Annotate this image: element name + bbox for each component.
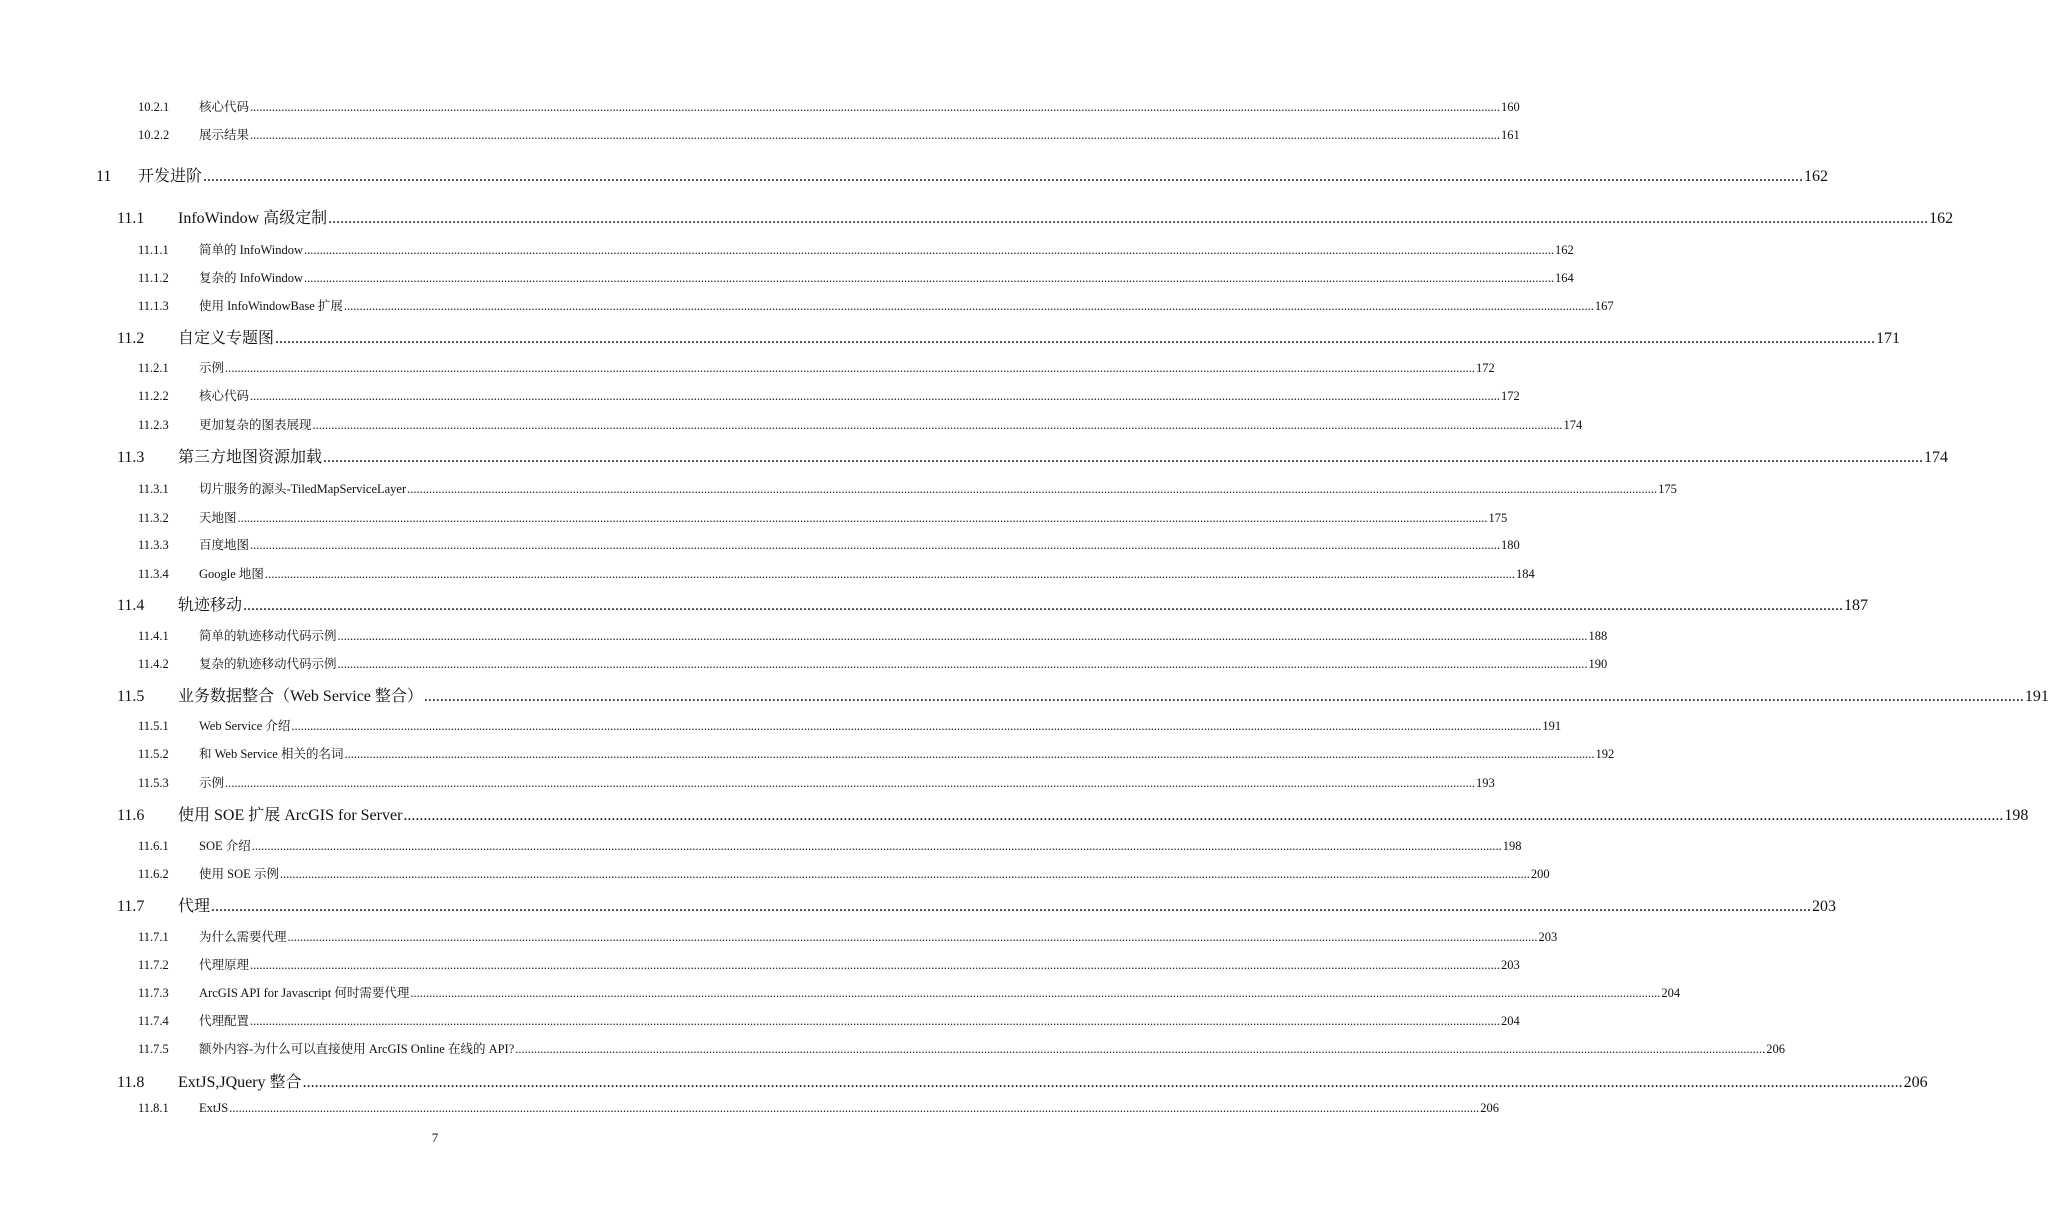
toc-leader-dots: ................................................................................................................................................................................................................................................................................................................................................................................................................: [337, 657, 1588, 671]
toc-leader-dots: ................................................................................................................................................................................................................................................................................................................................................................................................................: [410, 986, 1661, 1000]
toc-entry-level3: [138, 358, 1495, 376]
toc-entry-level2: [117, 592, 1869, 615]
toc-entry-number: 11.2.3: [138, 418, 169, 432]
toc-leader-dots: ................................................................................................................................................................................................................................................................................................................................................................................................................: [250, 128, 1501, 142]
toc-entry-number: 11.1.3: [138, 299, 169, 313]
toc-entry-page: 203: [1812, 898, 1837, 915]
toc-entry-level3: [138, 654, 1608, 672]
toc-entry-title: ArcGIS API for Javascript 何时需要代理: [199, 986, 410, 1000]
toc-entry-number: 11.4: [117, 597, 145, 614]
toc-entry-title: 使用 InfoWindowBase 扩展: [199, 299, 343, 313]
toc-entry-level3: [138, 564, 1535, 582]
toc-entry-page: 198: [2004, 807, 2029, 824]
toc-leader-dots: ................................................................................................................................................................................................................................................................................................................................................................................................................: [243, 597, 1844, 614]
toc-entry-level2: [117, 205, 1954, 228]
toc-entry-level3: [138, 125, 1520, 143]
toc-entry-level2: [117, 893, 1837, 916]
toc-entry-title: 开发进阶: [138, 168, 203, 185]
toc-entry-page: 188: [1588, 629, 1608, 643]
toc-entry-title: 额外内容-为什么可以直接使用 ArcGIS Online 在线的 API?: [199, 1042, 515, 1056]
toc-entry-number: 11.6: [117, 807, 145, 824]
toc-leader-dots: ................................................................................................................................................................................................................................................................................................................................................................................................................: [337, 629, 1588, 643]
toc-entry-title: ExtJS: [199, 1101, 229, 1115]
toc-entry-page: 206: [1480, 1101, 1499, 1115]
toc-entry-number: 11.7.2: [138, 958, 169, 972]
toc-entry-level3: [138, 864, 1550, 882]
toc-entry-level3: [138, 415, 1583, 433]
toc-entry-level3: [138, 535, 1520, 553]
toc-entry-title: 复杂的 InfoWindow: [199, 271, 303, 285]
toc-leader-dots: ................................................................................................................................................................................................................................................................................................................................................................................................................: [312, 418, 1563, 432]
toc-entry-number: 11.2.1: [138, 361, 169, 375]
toc-leader-dots: ................................................................................................................................................................................................................................................................................................................................................................................................................: [250, 389, 1501, 403]
toc-entry-title: 简单的 InfoWindow: [199, 243, 303, 257]
toc-entry-number: 11.2: [117, 330, 145, 347]
toc-entry-page: 162: [1929, 210, 1954, 227]
toc-entry-title: 切片服务的源头-TiledMapServiceLayer: [199, 482, 407, 496]
toc-entry-page: 206: [1766, 1042, 1786, 1056]
toc-entry-title: 展示结果: [199, 128, 250, 142]
toc-entry-number: 11.6.1: [138, 839, 169, 853]
toc-entry-level3: [138, 626, 1608, 644]
toc-leader-dots: ................................................................................................................................................................................................................................................................................................................................................................................................................: [203, 168, 1804, 185]
toc-entry-page: 180: [1501, 538, 1520, 552]
toc-entry-page: 161: [1501, 128, 1520, 142]
toc-entry-number: 11.5.3: [138, 776, 169, 790]
toc-leader-dots: ................................................................................................................................................................................................................................................................................................................................................................................................................: [250, 100, 1501, 114]
toc-leader-dots: ................................................................................................................................................................................................................................................................................................................................................................................................................: [343, 299, 1594, 313]
toc-entry-page: 160: [1501, 100, 1520, 114]
toc-leader-dots: ................................................................................................................................................................................................................................................................................................................................................................................................................: [304, 243, 1554, 257]
toc-entry-title: 业务数据整合（Web Service 整合）: [178, 688, 423, 705]
toc-entry-page: 162: [1555, 243, 1574, 257]
toc-entry-number: 11.8: [117, 1074, 145, 1091]
toc-entry-page: 203: [1501, 958, 1520, 972]
toc-entry-number: 11.3.1: [138, 482, 169, 496]
toc-entry-number: 11.3.3: [138, 538, 169, 552]
toc-leader-dots: ................................................................................................................................................................................................................................................................................................................................................................................................................: [328, 210, 1929, 227]
toc-leader-dots: ................................................................................................................................................................................................................................................................................................................................................................................................................: [250, 958, 1501, 972]
toc-entry-page: 187: [1844, 597, 1869, 614]
toc-entry-number: 11.7: [117, 898, 145, 915]
toc-leader-dots: ................................................................................................................................................................................................................................................................................................................................................................................................................: [279, 867, 1530, 881]
toc-entry-level3: [138, 97, 1520, 115]
toc-leader-dots: ................................................................................................................................................................................................................................................................................................................................................................................................................: [515, 1042, 1766, 1056]
toc-entry-level3: [138, 983, 1681, 1001]
toc-entry-title: 使用 SOE 扩展 ArcGIS for Server: [178, 807, 403, 824]
toc-leader-dots: ................................................................................................................................................................................................................................................................................................................................................................................................................: [291, 719, 1542, 733]
toc-entry-page: 191: [2024, 688, 2049, 705]
toc-entry-level3: [138, 1101, 1499, 1116]
toc-entry-number: 11.5.2: [138, 747, 169, 761]
toc-entry-page: 164: [1555, 271, 1574, 285]
toc-entry-title: 和 Web Service 相关的名词: [199, 747, 344, 761]
toc-entry-level2: [117, 444, 1949, 467]
toc-entry-number: 11.1: [117, 210, 145, 227]
toc-entry-level3: [138, 1039, 1786, 1057]
toc-leader-dots: ................................................................................................................................................................................................................................................................................................................................................................................................................: [251, 839, 1502, 853]
toc-entry-level3: [138, 744, 1615, 762]
toc-entry-number: 11.3.4: [138, 567, 169, 581]
toc-entry-title: 为什么需要代理: [199, 930, 287, 944]
toc-entry-number: 11.4.1: [138, 629, 169, 643]
toc-entry-title: 代理原理: [199, 958, 250, 972]
toc-entry-page: 204: [1501, 1014, 1520, 1028]
toc-entry-number: 11.2.2: [138, 389, 169, 403]
toc-entry-title: 复杂的轨迹移动代码示例: [199, 657, 337, 671]
toc-entry-title: 核心代码: [199, 389, 250, 403]
toc-entry-title: 轨迹移动: [178, 597, 243, 614]
toc-leader-dots: ................................................................................................................................................................................................................................................................................................................................................................................................................: [229, 1101, 1480, 1115]
toc-leader-dots: ................................................................................................................................................................................................................................................................................................................................................................................................................: [304, 271, 1554, 285]
toc-entry-number: 11.5.1: [138, 719, 169, 733]
toc-entry-number: 11.1.1: [138, 243, 169, 257]
toc-entry-level2: [117, 325, 1901, 348]
toc-entry-level2: [117, 1069, 1928, 1092]
toc-entry-title: Google 地图: [199, 567, 264, 581]
toc-entry-page: 172: [1476, 361, 1495, 375]
toc-entry-page: 190: [1588, 657, 1608, 671]
toc-entry-title: 代理配置: [199, 1014, 250, 1028]
toc-leader-dots: ................................................................................................................................................................................................................................................................................................................................................................................................................: [323, 449, 1924, 466]
toc-entry-page: 204: [1661, 986, 1681, 1000]
toc-leader-dots: ................................................................................................................................................................................................................................................................................................................................................................................................................: [287, 930, 1538, 944]
toc-leader-dots: ................................................................................................................................................................................................................................................................................................................................................................................................................: [275, 330, 1876, 347]
toc-entry-number: 11.3.2: [138, 511, 169, 525]
toc-entry-page: 184: [1515, 567, 1535, 581]
toc-entry-level1: [96, 163, 1829, 186]
toc-entry-level3: [138, 773, 1495, 791]
toc-leader-dots: ................................................................................................................................................................................................................................................................................................................................................................................................................: [250, 1014, 1501, 1028]
toc-leader-dots: ................................................................................................................................................................................................................................................................................................................................................................................................................: [225, 776, 1476, 790]
toc-leader-dots: ................................................................................................................................................................................................................................................................................................................................................................................................................: [302, 1074, 1903, 1091]
toc-entry-title: 简单的轨迹移动代码示例: [199, 629, 337, 643]
toc-entry-title: 示例: [199, 776, 225, 790]
toc-entry-title: 代理: [178, 898, 211, 915]
toc-entry-number: 11.6.2: [138, 867, 169, 881]
toc-entry-page: 175: [1658, 482, 1677, 496]
toc-entry-number: 11.7.4: [138, 1014, 169, 1028]
page-number: 7: [431, 1130, 439, 1145]
toc-entry-number: 11.7.3: [138, 986, 169, 1000]
toc-entry-page: 192: [1595, 747, 1615, 761]
toc-entry-title: ExtJS,JQuery 整合: [178, 1074, 302, 1091]
toc-leader-dots: ................................................................................................................................................................................................................................................................................................................................................................................................................: [211, 898, 1812, 915]
toc-entry-level3: [138, 955, 1520, 973]
toc-entry-level3: [138, 508, 1508, 526]
toc-entry-page: 206: [1903, 1074, 1928, 1091]
toc-entry-level3: [138, 386, 1520, 404]
toc-entry-title: 百度地图: [199, 538, 250, 552]
toc-leader-dots: ................................................................................................................................................................................................................................................................................................................................................................................................................: [344, 747, 1595, 761]
toc-leader-dots: ................................................................................................................................................................................................................................................................................................................................................................................................................: [403, 807, 2004, 824]
toc-entry-page: 193: [1476, 776, 1495, 790]
toc-entry-page: 172: [1501, 389, 1520, 403]
toc-entry-number: 11.1.2: [138, 271, 169, 285]
toc-leader-dots: ................................................................................................................................................................................................................................................................................................................................................................................................................: [225, 361, 1476, 375]
toc-entry-level2: [117, 683, 2049, 706]
toc-entry-title: 自定义专题图: [178, 330, 275, 347]
toc-entry-number: 11.5: [117, 688, 145, 705]
toc-entry-title: 核心代码: [199, 100, 250, 114]
toc-entry-level3: [138, 927, 1558, 945]
toc-entry-page: 167: [1594, 299, 1614, 313]
toc-entry-level3: [138, 836, 1522, 854]
toc-leader-dots: ................................................................................................................................................................................................................................................................................................................................................................................................................: [423, 688, 2024, 705]
toc-entry-number: 11.4.2: [138, 657, 169, 671]
toc-entry-page: 175: [1488, 511, 1508, 525]
toc-entry-title: 第三方地图资源加载: [178, 449, 323, 466]
toc-entry-page: 191: [1542, 719, 1562, 733]
toc-entry-page: 162: [1804, 168, 1829, 185]
toc-entry-title: 更加复杂的图表展现: [199, 418, 312, 432]
toc-entry-page: 200: [1530, 867, 1550, 881]
toc-entry-level3: [138, 479, 1677, 497]
toc-entry-number: 10.2.2: [138, 128, 170, 142]
toc-entry-title: 使用 SOE 示例: [199, 867, 279, 881]
toc-entry-level3: [138, 1011, 1520, 1029]
toc-entry-number: 11: [96, 168, 112, 185]
toc-entry-title: InfoWindow 高级定制: [178, 210, 328, 227]
toc-entry-level3: [138, 240, 1574, 258]
toc-entry-page: 174: [1563, 418, 1583, 432]
toc-leader-dots: ................................................................................................................................................................................................................................................................................................................................................................................................................: [264, 567, 1515, 581]
toc-entry-level2: [117, 802, 2029, 825]
toc-entry-page: 174: [1924, 449, 1949, 466]
toc-leader-dots: ................................................................................................................................................................................................................................................................................................................................................................................................................: [250, 538, 1501, 552]
toc-entry-number: 11.8.1: [138, 1101, 169, 1115]
toc-entry-number: 11.7.1: [138, 930, 169, 944]
toc-entry-number: 11.7.5: [138, 1042, 169, 1056]
toc-entry-level3: [138, 716, 1562, 734]
toc-entry-page: 198: [1502, 839, 1522, 853]
toc-entry-level3: [138, 268, 1574, 286]
toc-leader-dots: ................................................................................................................................................................................................................................................................................................................................................................................................................: [407, 482, 1658, 496]
toc-entry-title: SOE 介绍: [199, 839, 251, 853]
toc-entry-page: 203: [1538, 930, 1558, 944]
toc-leader-dots: ................................................................................................................................................................................................................................................................................................................................................................................................................: [237, 511, 1488, 525]
toc-entry-level3: [138, 296, 1614, 314]
toc-entry-title: 天地图: [199, 511, 237, 525]
toc-entry-page: 171: [1876, 330, 1901, 347]
toc-entry-number: 11.3: [117, 449, 145, 466]
toc-entry-title: 示例: [199, 361, 225, 375]
toc-entry-number: 10.2.1: [138, 100, 170, 114]
toc-entry-title: Web Service 介绍: [199, 719, 291, 733]
